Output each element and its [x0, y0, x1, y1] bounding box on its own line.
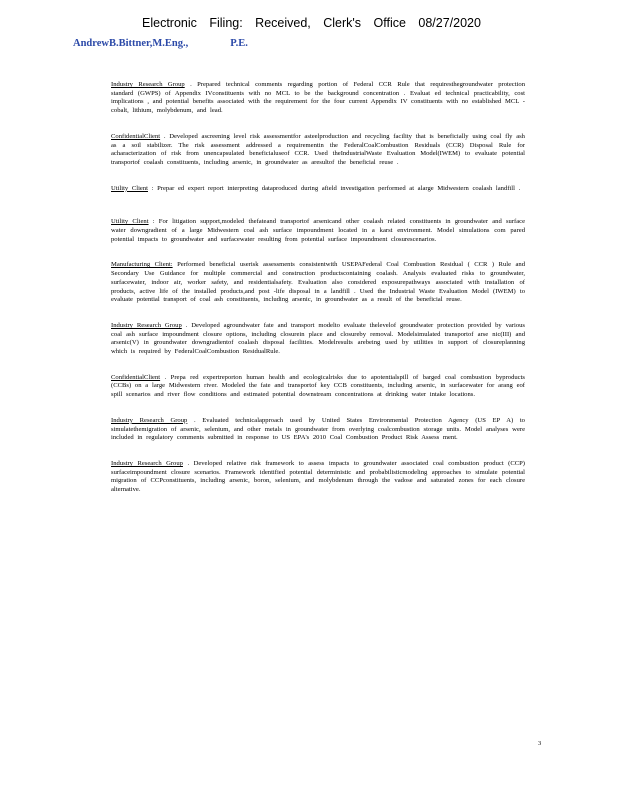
- entry-description: . Evaluated technicalapproach used by United States Environmental Protection Agency (US EP A) to simulatethemigration of arsenic, selenium, and other metals in groundwater from overlying coalcombustion storage units. Model analyses were included in regulatory comments submitted in response to US EPA's 2010 Coal Combustion Product Risk Assess ment.: [111, 416, 525, 442]
- project-experience-list: [111, 81, 525, 512]
- experience-entry: [111, 417, 525, 443]
- experience-entry: [111, 374, 525, 400]
- entry-client: Industry Research Group: [111, 416, 188, 424]
- experience-entry: [111, 133, 525, 168]
- experience-entry: [111, 185, 525, 194]
- experience-entry: [111, 261, 525, 305]
- author-name: AndrewB.Bittner,M.Eng.,: [73, 38, 189, 49]
- entry-client: Industry Research Group: [111, 459, 183, 467]
- author-credential: P.E.: [230, 38, 248, 49]
- entry-description: . Developed ascreening level risk assessmentfor asteelproduction and recycling facility that is beneficially using coal fly ash as a soil stabilizer. The risk assessment addressed a requirementin the FederalCoalCombustion Residuals (CCR) Disposal Rule for acharacterization of risk from unencapsulated beneficialuseof CCR. Used theIndustrialWaste Evaluation Model(IWEM) to evaluate potential transportof coalash constituents, including arsenic, in groundwater as aresultof the beneficial reuse .: [111, 132, 525, 166]
- entry-description: : For litigation support,modeled thefateand transportof arsenicand other coalash related constituents in groundwater and surface water downgradient of a large Midwestern coal ash surface impoundment located in a karst environment. Model simulations com pared potential impacts to groundwater and surfacewater resulting from potential surface impoundment closurescenarios.: [111, 218, 525, 243]
- experience-entry: [111, 460, 525, 495]
- entry-client: ConfidentialClient: [111, 373, 161, 381]
- entry-client: Industry Research Group: [111, 81, 185, 88]
- author-line: [73, 38, 248, 49]
- entry-description: . Developed agroundwater fate and transport modelto evaluate thelevelof groundwater protection provided by various coal ash surface impoundment closure options, including closurein place and closureby removal. Modelsimulated transportof arse nic(III) and arsenic(V) in groundwater downgradientof coalash disposal facilities. Modelresults arebeing used by utilities in support of closureplanning which is required by FederalCoalCombustion ResidualRule.: [111, 321, 525, 356]
- entry-client: Industry Research Group: [111, 321, 182, 329]
- entry-client: ConfidentialClient: [111, 132, 161, 140]
- entry-description: Performed beneficial userisk assessments consistentwith USEPAFederal Coal Combustion Residual ( CCR ) Rule and Secondary Use Guidance for multiple commercial and construction productscontaining coalash. Analysis evaluated risks to groundwater, surfacewater, indoor air, worker safety, and residentialsafety. Evaluation also considered exposurepathways associated with installation of products, active life of the installed products,and post -life disposal in a landfill . Used the Industrial Waste Evaluation Model (IWEM) to evaluate potential transport of coal ash constituents, including arsenic, in groundwater as a result of the beneficial reuse.: [111, 261, 525, 304]
- experience-entry: [111, 218, 525, 244]
- entry-description: . Prepa red expertreporton human health and ecologicalrisks due to apotentialspill of barged coal combustion byproducts (CCBs) on a large Midwestern river. Modeled the fate and transportof key CCB constituents, including arsenic, in surfacewater for arang eof spill scenarios and river flow conditions and estimated potential downstream concentrations at drinking water intake locations.: [111, 373, 525, 399]
- entry-client: Utility Client: [111, 218, 149, 226]
- experience-entry: [111, 322, 525, 357]
- entry-description: . Developed relative risk framework to assess impacts to groundwater associated coal combustion product (CCP) surfaceimpoundment closure scenarios. Framework identified potential deterministic and probabilisticmodeling approaches to simulate potential migration of CCPconstituents, including arsenic, boron, selenium, and molybdenum through the vadose and saturated zones for each closure alternative.: [111, 459, 525, 494]
- experience-entry: [111, 81, 525, 116]
- entry-description: . Prepared technical comments regarding portion of Federal CCR Rule that requiresthegroundwater protection standard (GWPS) of Appendix IVconstituents with no MCL to be the background concentration . Evaluat ed technical practicability, cost implications , and potential benefits associated with the requirement for the four current Appendix IV constituents with no established MCL - cobalt, lithium, molybdenum, and lead.: [111, 81, 525, 115]
- page-number: 3: [538, 740, 542, 747]
- entry-client: Utility Client: [111, 184, 148, 192]
- filing-stamp-header: Electronic Filing: Received, Clerk's Office 08/27/2020: [142, 16, 481, 30]
- entry-description: : Prepar ed expert report interpreting dataproduced during afield investigation performed at alarge Midwestern coalash landfill .: [151, 184, 521, 192]
- entry-client: Manufacturing Client:: [111, 261, 173, 269]
